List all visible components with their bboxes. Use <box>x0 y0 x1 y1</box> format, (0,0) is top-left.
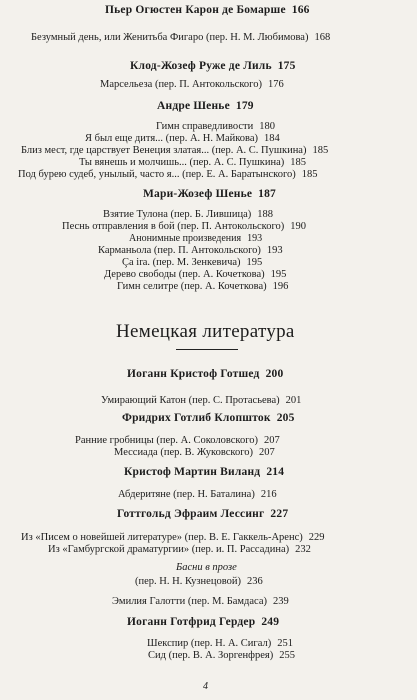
section-heading: Немецкая литература <box>116 321 295 342</box>
toc-work: Гимн селитре (пер. А. Кочеткова) 196 <box>117 281 289 292</box>
toc-work: Мессиада (пер. В. Жуковского) 207 <box>114 447 275 458</box>
toc-work: Шекспир (пер. Н. А. Сигал) 251 <box>147 638 293 649</box>
toc-work: Песнь отправления в бой (пер. П. Антокольского) 190 <box>62 221 306 232</box>
toc-work: Карманьола (пер. П. Антокольского) 193 <box>98 245 283 256</box>
toc-author: Готтгольд Эфраим Лессинг 227 <box>117 508 289 520</box>
toc-work: Ça ira. (пер. М. Зенкевича) 195 <box>122 257 263 268</box>
toc-work: Под бурею судеб, унылый, часто я... (пер. Е. А. Баратынского) 185 <box>18 169 318 180</box>
toc-author: Пьер Огюстен Карон де Бомарше 166 <box>105 4 310 16</box>
toc-author: Клод-Жозеф Руже де Лиль 175 <box>130 60 296 72</box>
toc-anonymous: Анонимные произведения 193 <box>129 233 263 244</box>
toc-work: (пер. Н. Н. Кузнецовой) 236 <box>135 576 263 587</box>
toc-author: Иоганн Готфрид Гердер 249 <box>127 616 280 628</box>
toc-work: Дерево свободы (пер. А. Кочеткова) 195 <box>104 269 287 280</box>
toc-work: Умирающий Катон (пер. С. Протасьева) 201 <box>101 395 302 406</box>
toc-author: Мари-Жозеф Шенье 187 <box>143 188 277 200</box>
toc-work: Гимн справедливости 180 <box>156 121 276 132</box>
toc-work: Я был еще дитя... (пер. А. Н. Майкова) 184 <box>85 133 280 144</box>
toc-work: Сид (пер. В. А. Зоргенфрея) 255 <box>148 650 295 661</box>
toc-work: Абдеритяне (пер. Н. Баталина) 216 <box>118 489 277 500</box>
page-number: 4 <box>203 681 208 692</box>
toc-work: Ты вянешь и молчишь... (пер. А. С. Пушкина) 185 <box>79 157 307 168</box>
heading-rule <box>176 349 238 350</box>
toc-author: Иоганн Кристоф Готшед 200 <box>127 368 284 380</box>
toc-work: Ранние гробницы (пер. А. Соколовского) 207 <box>75 435 280 446</box>
toc-work: Из «Писем о новейшей литературе» (пер. В. Е. Гаккель-Аренс) 229 <box>21 532 325 543</box>
toc-work: Близ мест, где царствует Венеция златая... (пер. А. С. Пушкина) 185 <box>21 145 329 156</box>
toc-author: Кристоф Мартин Виланд 214 <box>124 466 285 478</box>
toc-work: Из «Гамбургской драматургии» (пер. и. П. Рассадина) 232 <box>48 544 311 555</box>
toc-subheading: Басни в прозе <box>176 562 237 573</box>
toc-work: Эмилия Галотти (пер. М. Бамдаса) 239 <box>112 596 289 607</box>
toc-work: Безумный день, или Женитьба Фигаро (пер. Н. М. Любимова) 168 <box>31 32 331 43</box>
toc-author: Фридрих Готлиб Клопшток 205 <box>122 412 295 424</box>
toc-work: Марсельеза (пер. П. Антокольского) 176 <box>100 79 284 90</box>
toc-work: Взятие Тулона (пер. Б. Лившица) 188 <box>103 209 274 220</box>
toc-author: Андре Шенье 179 <box>157 100 254 112</box>
